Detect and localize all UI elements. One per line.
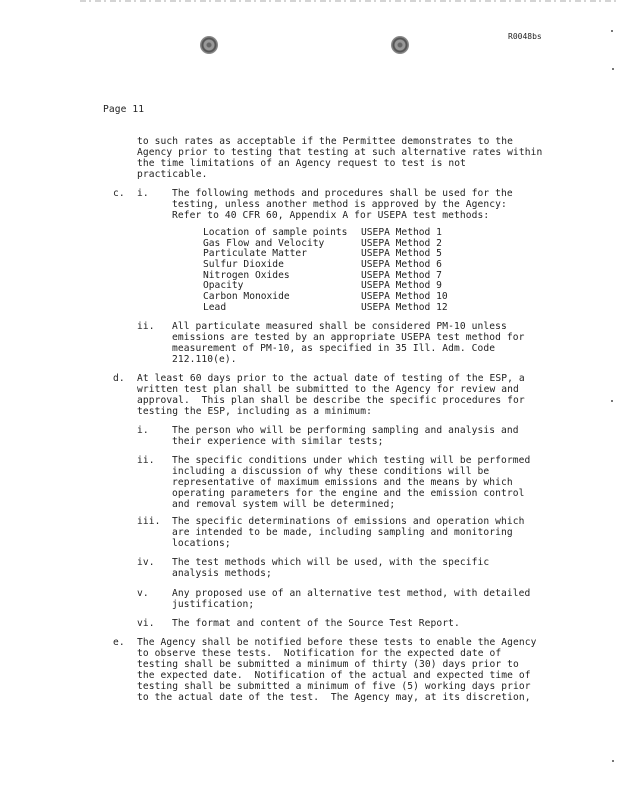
- method-reference: USEPA Method 2: [361, 237, 442, 249]
- section-c-i-number: i.: [137, 188, 149, 199]
- method-reference: USEPA Method 12: [361, 301, 448, 313]
- section-d-i-line: The person who will be performing sampling and analysis and: [172, 425, 519, 436]
- section-c-i-line: Refer to 40 CFR 60, Appendix A for USEPA test methods:: [172, 210, 490, 221]
- document-code: R0048bs: [508, 32, 542, 41]
- section-e-line: testing shall be submitted a minimum of thirty (30) days prior to: [137, 659, 519, 670]
- section-d-ii-number: ii.: [137, 455, 155, 466]
- scan-top-edge: [80, 0, 618, 3]
- section-d-ii-line: including a discussion of why these conditions will be: [172, 466, 490, 477]
- binder-hole-right-icon: [391, 36, 409, 54]
- section-d-ii-line: The specific conditions under which testing will be performed: [172, 455, 531, 466]
- section-d-iv-line: The test methods which will be used, with the specific: [172, 557, 490, 568]
- method-pollutant: Opacity: [203, 280, 244, 292]
- section-d-line: testing the ESP, including as a minimum:: [137, 406, 373, 417]
- section-d-i-line: their experience with similar tests;: [172, 436, 384, 447]
- section-d-iv-number: iv.: [137, 557, 155, 568]
- test-methods-table: [203, 228, 448, 314]
- method-pollutant: Sulfur Dioxide: [203, 259, 284, 271]
- section-d-ii-line: representative of maximum emissions and the means by which: [172, 477, 513, 488]
- scan-speck: [612, 760, 614, 762]
- section-e-line: the expected date. Notification of the actual and expected time of: [137, 670, 531, 681]
- method-pollutant: Gas Flow and Velocity: [203, 237, 325, 249]
- intro-line: practicable.: [137, 169, 208, 180]
- section-c-ii-line: emissions are tested by an appropriate USEPA test method for: [172, 332, 525, 343]
- method-reference: USEPA Method 9: [361, 280, 442, 292]
- method-reference: USEPA Method 1: [361, 227, 442, 238]
- section-c-i-line: The following methods and procedures shall be used for the: [172, 188, 513, 199]
- section-d-iii-line: locations;: [172, 538, 231, 549]
- section-e-number: e.: [113, 637, 125, 648]
- section-c-ii-line: 212.110(e).: [172, 354, 237, 365]
- method-pollutant: Particulate Matter: [203, 248, 307, 260]
- method-reference: USEPA Method 10: [361, 291, 448, 303]
- section-d-ii-line: and removal system will be determined;: [172, 499, 396, 510]
- section-d-v-number: v.: [137, 588, 149, 599]
- section-d-line: At least 60 days prior to the actual date of testing of the ESP, a: [137, 373, 525, 384]
- section-d-iii-line: are intended to be made, including sampling and monitoring: [172, 527, 513, 538]
- section-d-iii-number: iii.: [137, 516, 161, 527]
- section-c-ii-line: All particulate measured shall be considered PM-10 unless: [172, 321, 507, 332]
- page-label: Page 11: [103, 104, 145, 115]
- section-d-line: approval. This plan shall be describe the specific procedures for: [137, 395, 525, 406]
- section-c-ii-number: ii.: [137, 321, 155, 332]
- section-c-i-line: testing, unless another method is approved by the Agency:: [172, 199, 507, 210]
- section-e-line: to observe these tests. Notification for the expected date of: [137, 648, 502, 659]
- section-d-ii-line: operating parameters for the engine and the emission control: [172, 488, 525, 499]
- method-reference: USEPA Method 7: [361, 269, 442, 281]
- scan-speck: [611, 30, 613, 32]
- section-d-vi-line: The format and content of the Source Test Report.: [172, 618, 460, 629]
- method-pollutant: Nitrogen Oxides: [203, 269, 290, 281]
- section-d-i-number: i.: [137, 425, 149, 436]
- section-c-ii-line: measurement of PM-10, as specified in 35 Ill. Adm. Code: [172, 343, 496, 354]
- method-pollutant: Carbon Monoxide: [203, 291, 290, 303]
- method-pollutant: Lead: [203, 301, 227, 313]
- scan-speck: [612, 68, 614, 70]
- section-e-line: to the actual date of the test. The Agency may, at its discretion,: [137, 692, 531, 703]
- section-d-v-line: Any proposed use of an alternative test method, with detailed: [172, 588, 531, 599]
- intro-line: the time limitations of an Agency request to test is not: [137, 158, 467, 169]
- section-e-line: testing shall be submitted a minimum of five (5) working days prior: [137, 681, 531, 692]
- section-d-iii-line: The specific determinations of emissions and operation which: [172, 516, 525, 527]
- intro-line: to such rates as acceptable if the Permittee demonstrates to the: [137, 136, 514, 147]
- section-d-line: written test plan shall be submitted to the Agency for review and: [137, 384, 519, 395]
- section-e-line: The Agency shall be notified before these tests to enable the Agency: [137, 637, 537, 648]
- section-c-number: c.: [113, 188, 125, 199]
- method-reference: USEPA Method 6: [361, 259, 442, 271]
- scan-speck: [611, 400, 613, 402]
- section-d-vi-number: vi.: [137, 618, 155, 629]
- intro-line: Agency prior to testing that testing at such alternative rates within: [137, 147, 543, 158]
- section-d-iv-line: analysis methods;: [172, 568, 272, 579]
- method-reference: USEPA Method 5: [361, 248, 442, 260]
- binder-hole-left-icon: [200, 36, 218, 54]
- method-row: [203, 303, 448, 314]
- section-d-number: d.: [113, 373, 125, 384]
- method-pollutant: Location of sample points: [203, 227, 348, 238]
- section-d-v-line: justification;: [172, 599, 255, 610]
